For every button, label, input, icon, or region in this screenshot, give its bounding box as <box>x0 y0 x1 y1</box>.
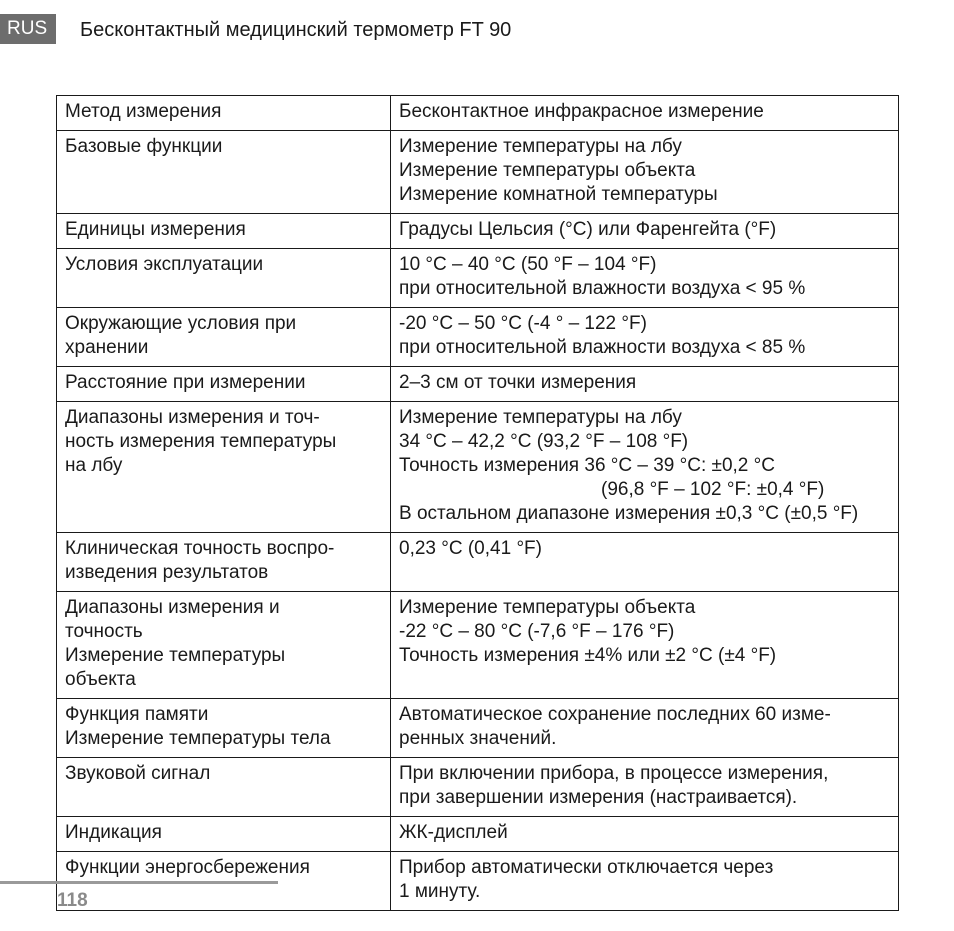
spec-value-line: 10 °C – 40 °C (50 °F – 104 °F) <box>399 254 657 275</box>
spec-label: Расстояние при измерении <box>57 367 391 402</box>
spec-value <box>391 249 899 308</box>
spec-label: Диапазоны измерения и точность Измерение температуры объекта <box>57 592 391 699</box>
spec-value-line: -22 °C – 80 °C (-7,6 °F – 176 °F) <box>399 621 675 642</box>
spec-value <box>391 758 899 817</box>
page-number: 118 <box>57 890 88 911</box>
spec-row <box>57 592 899 699</box>
spec-row <box>57 249 899 308</box>
spec-value <box>391 699 899 758</box>
spec-label: Звуковой сигнал <box>57 758 391 817</box>
footer-rule <box>0 881 278 884</box>
spec-label: Окружающие условия при хранении <box>57 308 391 367</box>
spec-value <box>391 367 899 402</box>
document-title: Бесконтактный медицинский термометр FT 90 <box>80 19 512 41</box>
spec-value-line: В остальном диапазоне измерения ±0,3 °C (±0,5 °F) <box>399 503 859 524</box>
spec-value <box>391 214 899 249</box>
spec-row <box>57 817 899 852</box>
spec-label: Условия эксплуатации <box>57 249 391 308</box>
spec-value-line: 2–3 см от точки измерения <box>399 372 637 393</box>
spec-label: Метод измерения <box>57 96 391 131</box>
spec-row <box>57 308 899 367</box>
spec-row <box>57 96 899 131</box>
spec-value-line: Автоматическое сохранение последних 60 изме- <box>399 704 831 725</box>
spec-value <box>391 402 899 533</box>
spec-value <box>391 817 899 852</box>
spec-value <box>391 592 899 699</box>
spec-row <box>57 214 899 249</box>
spec-label: Функции энергосбережения <box>57 852 391 911</box>
spec-value-line: (96,8 °F – 102 °F: ±0,4 °F) <box>601 479 825 500</box>
spec-value-line: Бесконтактное инфракрасное измерение <box>399 101 764 122</box>
spec-value-line: ренных значений. <box>399 728 557 749</box>
spec-value-line: Точность измерения ±4% или ±2 °C (±4 °F) <box>399 645 777 666</box>
spec-value-line: ЖК-дисплей <box>399 822 508 843</box>
spec-value <box>391 308 899 367</box>
specifications-table-body <box>57 96 899 911</box>
spec-value-line: Градусы Цельсия (°C) или Фаренгейта (°F) <box>399 219 777 240</box>
spec-value-line: Измерение температуры на лбу <box>399 136 682 157</box>
spec-value <box>391 852 899 911</box>
spec-value-line: Прибор автоматически отключается через <box>399 857 774 878</box>
specifications-table <box>56 95 899 911</box>
spec-value-line: 34 °C – 42,2 °C (93,2 °F – 108 °F) <box>399 431 689 452</box>
spec-value <box>391 533 899 592</box>
spec-value <box>391 96 899 131</box>
spec-label: Единицы измерения <box>57 214 391 249</box>
spec-value-line: При включении прибора, в процессе измерения, <box>399 763 829 784</box>
language-badge: RUS <box>0 14 56 44</box>
spec-label: Индикация <box>57 817 391 852</box>
spec-row <box>57 699 899 758</box>
spec-value-line: 1 минуту. <box>399 881 481 902</box>
spec-value <box>391 131 899 214</box>
spec-label: Клиническая точность воспро- изведения результатов <box>57 533 391 592</box>
spec-value-line: при завершении измерения (настраивается). <box>399 787 798 808</box>
spec-row <box>57 367 899 402</box>
spec-label: Диапазоны измерения и точ- ность измерения температуры на лбу <box>57 402 391 533</box>
spec-value-line: Измерение температуры на лбу <box>399 407 682 428</box>
spec-value-line: Измерение температуры объекта <box>399 597 696 618</box>
spec-value-line: Измерение температуры объекта <box>399 160 696 181</box>
spec-value-line: -20 °C – 50 °C (-4 ° – 122 °F) <box>399 313 647 334</box>
spec-label: Базовые функции <box>57 131 391 214</box>
spec-value-line: при относительной влажности воздуха < 85 % <box>399 337 806 358</box>
spec-row <box>57 758 899 817</box>
spec-value-line: 0,23 °C (0,41 °F) <box>399 538 542 559</box>
spec-value-line: при относительной влажности воздуха < 95 % <box>399 278 806 299</box>
spec-row <box>57 533 899 592</box>
spec-label: Функция памяти Измерение температуры тела <box>57 699 391 758</box>
spec-row <box>57 131 899 214</box>
spec-value-line: Измерение комнатной температуры <box>399 184 718 205</box>
spec-value-line: Точность измерения 36 °C – 39 °C: ±0,2 °C <box>399 455 775 476</box>
spec-row <box>57 402 899 533</box>
